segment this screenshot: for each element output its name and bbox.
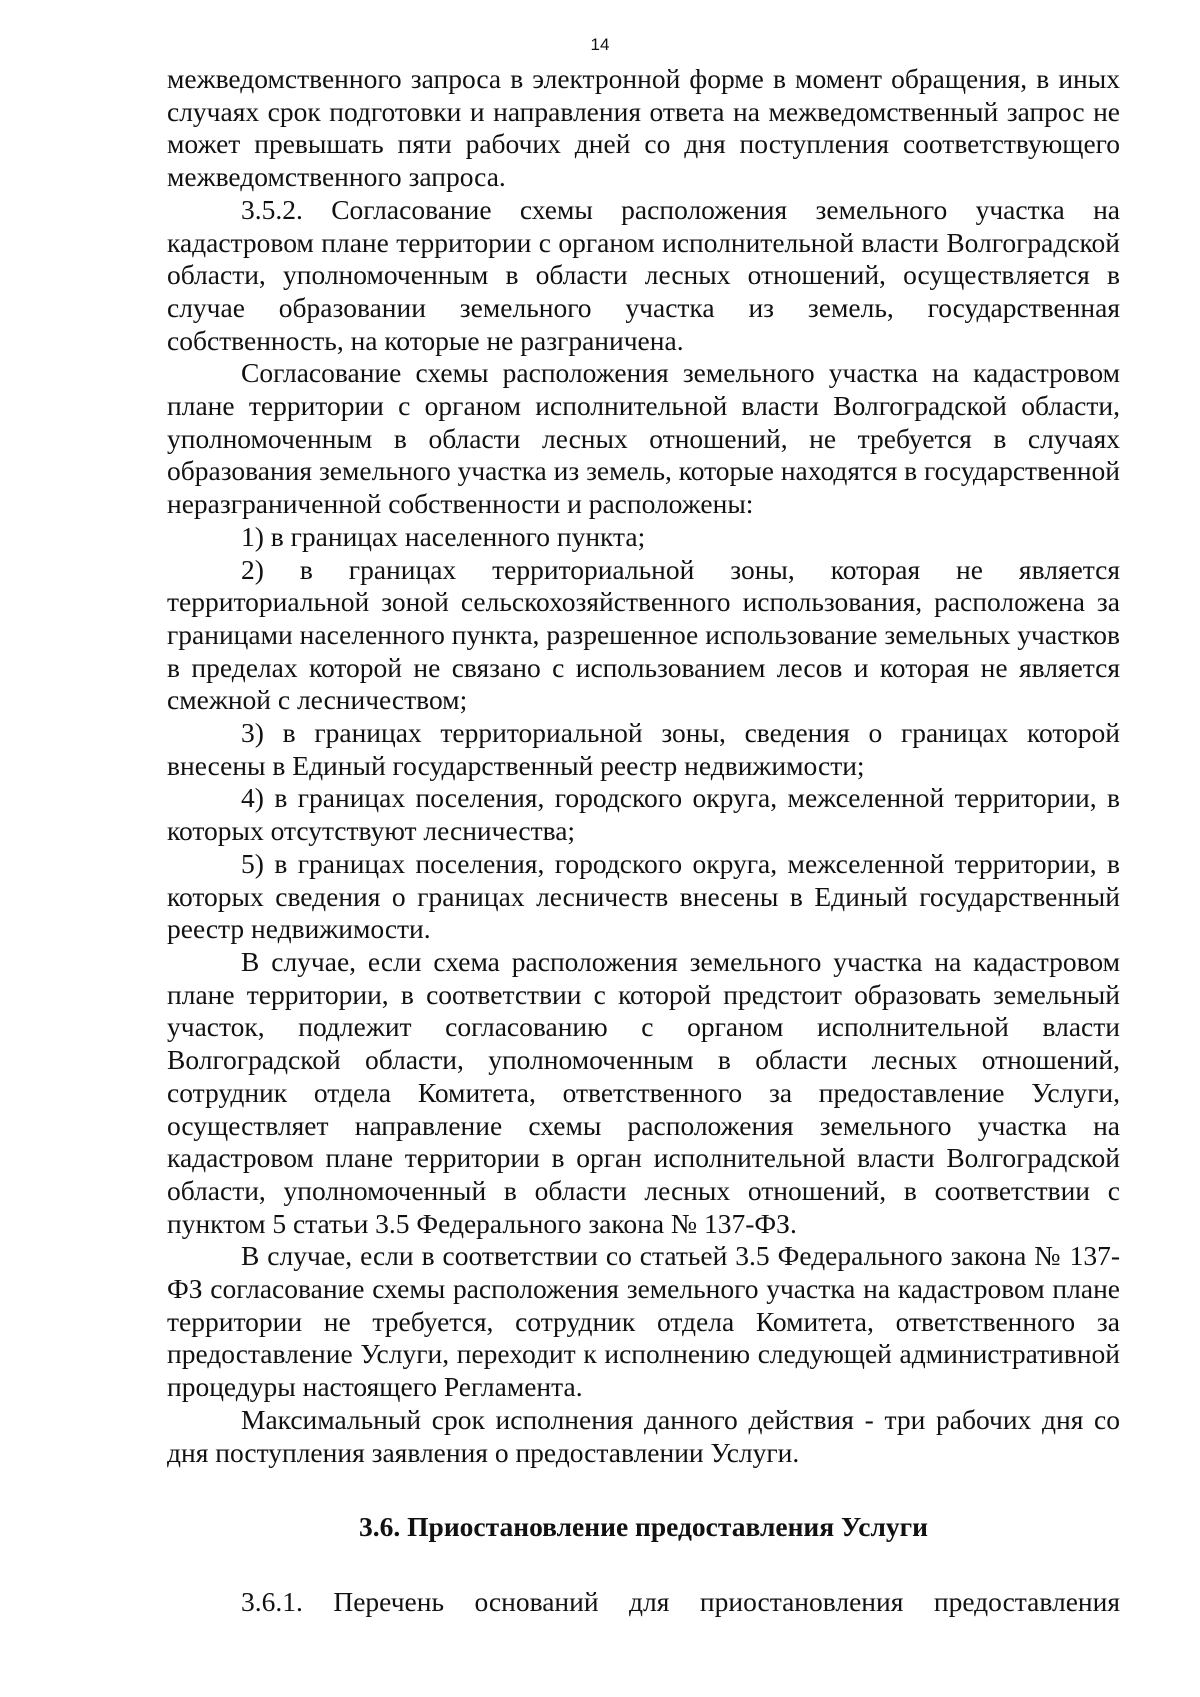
list-item-1: 1) в границах населенного пункта; (241, 520, 646, 552)
paragraph-approval-required: В случае, если схема расположения земельного участка на кадастровом плане территории, в соответствии с которой предстоит образовать земельный участок, подлежит согласованию с органом исполнительной власти Волгоградской области, уполномоченным в области лесных отношений, сотрудник отдела Комитета, ответственного за предоставление Услуги, осуществляет направление схемы расположения земельного участка на кадастровом плане территории в орган исполнительной власти Волгоградской области, уполномоченный в области лесных отношений, в соответствии с пунктом 5 статьи 3.5 Федерального закона № 137-ФЗ. (167, 945, 1120, 1239)
list-item-4: 4) в границах поселения, городского округа, межселенной территории, в которых отсутствуют лесничества; (167, 782, 1120, 847)
paragraph-3-6-1: 3.6.1. Перечень оснований для приостановления предоставления (241, 1585, 1120, 1617)
document-body (167, 63, 1120, 1619)
section-heading: 3.6. Приостановление предоставления Услуги (359, 1511, 928, 1543)
list-item-3: 3) в границах территориальной зоны, сведения о границах которой внесены в Единый государственный реестр недвижимости; (167, 717, 1120, 781)
paragraph-continuation: межведомственного запроса в электронной форме в момент обращения, в иных случаях срок подготовки и направления ответа на межведомственный запрос не может превышать пяти рабочих дней со дня поступления соответствующего межведомственного запроса. (167, 63, 1120, 193)
list-item-2: 2) в границах территориальной зоны, которая не является территориальной зоной сельскохозяйственного использования, расположена за границами населенного пункта, разрешенное использование земельных участков в пределах которой не связано с использованием лесов и которая не является смежной с лесничеством; (167, 553, 1120, 716)
page-number: 14 (590, 35, 610, 54)
paragraph-approval-not-needed: В случае, если в соответствии со статьей 3.5 Федерального закона № 137-ФЗ согласование схемы расположения земельного участка на кадастровом плане территории не требуется, сотрудник отдела Комитета, ответственного за предоставление Услуги, переходит к исполнению следующей административной процедуры настоящего Регламента. (167, 1240, 1120, 1403)
paragraph-max-term: Максимальный срок исполнения данного действия - три рабочих дня со дня поступления заявления о предоставлении Услуги. (167, 1403, 1120, 1468)
paragraph-approval-not-required: Согласование схемы расположения земельного участка на кадастровом плане территории с органом исполнительной власти Волгоградской области, уполномоченным в области лесных отношений, не требуется в случаях образования земельного участка из земель, которые находятся в государственной неразграниченной собственности и расположены: (167, 357, 1120, 520)
list-item-5: 5) в границах поселения, городского округа, межселенной территории, в которых сведения о границах лесничеств внесены в Единый государственный реестр недвижимости. (167, 847, 1120, 945)
paragraph-3-5-2: 3.5.2. Согласование схемы расположения земельного участка на кадастровом плане территории с органом исполнительной власти Волгоградской области, уполномоченным в области лесных отношений, осуществляется в случае образовании земельного участка из земель, государственная собственность, на которые не разграничена. (167, 193, 1120, 356)
